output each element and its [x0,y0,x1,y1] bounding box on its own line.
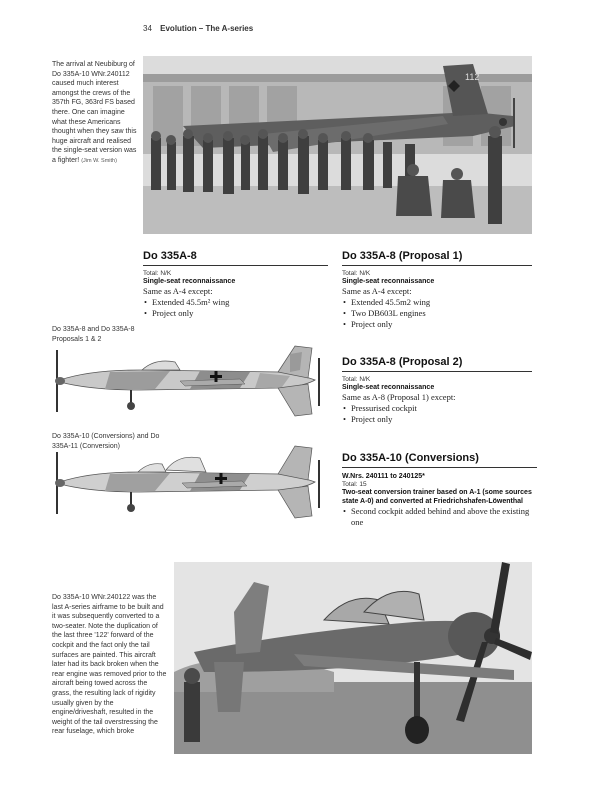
basis-label: Same as A-4 except: [342,286,412,296]
total-label: Total: N/K [342,270,371,277]
spec-list [342,297,532,330]
list-item: • Pressurised cockpit [342,403,532,414]
bottom-photo [174,562,532,754]
list-item: • Two DB603L engines [342,308,532,319]
list-item: • Second cockpit added behind and above the existing one [342,506,537,528]
section-do335a8 [143,250,328,319]
top-photo [143,56,532,234]
section-title: Do 335A-8 (Proposal 1) [342,250,463,262]
spec-list [143,297,328,319]
aircraft-profile-1 [50,340,330,426]
total-label: Total: N/K [143,270,172,277]
list-item: • Extended 45.5m² wing [143,297,328,308]
aircraft-profile-2 [50,438,330,524]
spec-list [342,506,537,528]
section-title: Do 335A-8 [143,250,197,262]
total-label: Total: 15 [342,481,367,488]
list-item: • Extended 45.5m2 wing [342,297,532,308]
role-label: Single-seat reconnaissance [143,278,236,285]
basis-label: Same as A-4 except: [143,286,213,296]
profile-label-1: Do 335A-8 and Do 335A-8 Proposals 1 & 2 [52,326,135,343]
top-photo-caption [52,60,138,167]
wnr-range: W.Nrs. 240111 to 240125* [342,473,425,480]
section-divider [342,467,537,468]
page-number: 34 [143,24,152,33]
role-label: Two-seat conversion trainer based on A-1 (some sources state A-0) and converted at Friedrichshafen-Löwenthal [342,489,532,505]
role-label: Single-seat reconnaissance [342,384,435,391]
tail-code: 112 [465,72,480,82]
role-label: Single-seat reconnaissance [342,278,435,285]
section-do335a8-proposal2 [342,356,532,425]
top-caption-credit: (Jim W. Smith) [81,157,117,164]
section-title: Do 335A-10 (Conversions) [342,452,479,464]
total-label: Total: N/K [342,376,371,383]
section-divider [342,265,532,266]
section-do335a8-proposal1 [342,250,532,330]
section-title: Do 335A-8 (Proposal 2) [342,356,463,368]
list-item: • Project only [143,308,328,319]
page-header [143,24,253,33]
chapter-title: Evolution – The A-series [160,24,254,33]
section-divider [143,265,328,266]
bottom-photo-caption: Do 335A-10 WNr.240122 was the last A-series airframe to be built and it was subsequently converted to a two-seater. Note the duplication of the last three '122' forward of the cockpit and the fact only the tail surfaces are painted. This aircraft later had its back broken when the rear engine was removed prior to the aircraft being towed across the grass, the resulting lack of rigidity usually given by the engine/driveshaft, resulted in the weight of the tail overstressing the rear fuselage, which broke [52,594,167,736]
profile-label-2: Do 335A-10 (Conversions) and Do 335A-11 (Conversion) [52,433,160,450]
list-item: • Project only [342,319,532,330]
top-caption-text: The arrival at Neubiburg of Do 335A-10 WNr.240112 caused much interest amongst the crews of the 357th FG, 363rd FS based there. One can imagine what these Americans thought when they saw this huge aircraft and realised the single-seat version was a fighter! [52,61,137,164]
spec-list [342,403,532,425]
list-item: • Project only [342,414,532,425]
basis-label: Same as A-8 (Proposal 1) except: [342,392,456,402]
section-do335a10-conversions [342,452,537,528]
section-divider [342,371,532,372]
